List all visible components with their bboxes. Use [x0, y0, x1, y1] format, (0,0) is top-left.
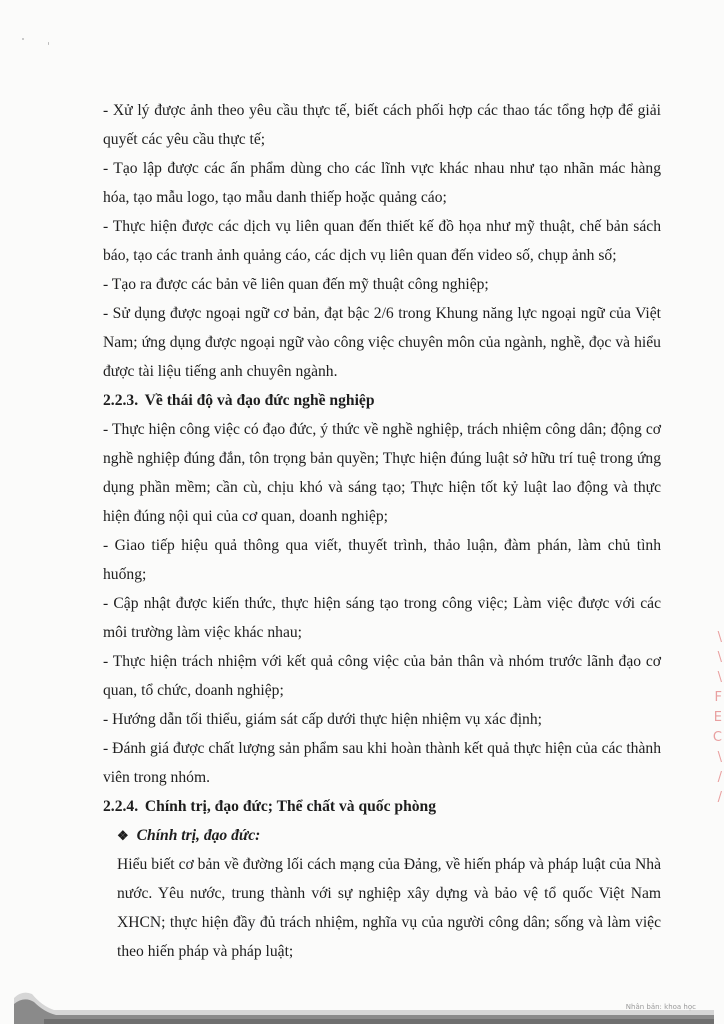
section-title: Về thái độ và đạo đức nghề nghiệp	[144, 392, 375, 409]
text-line: - Đánh giá được chất lượng sản phẩm sau khi hoàn thành kết quả thực hiện của các	[103, 740, 623, 757]
list-item	[103, 270, 661, 299]
stamp-mark: E	[713, 710, 722, 725]
attitude-list	[103, 415, 661, 792]
text-line: - Hướng dẫn tối thiểu, giám sát cấp dưới thực hiện nhiệm vụ xác định;	[103, 711, 542, 728]
section-heading-2-2-3	[103, 386, 661, 415]
text-line: Nhà nước. Yêu nước, trung thành với sự nghiệp xây dựng và bảo vệ tổ quốc Việt	[117, 856, 661, 902]
stamp-edge-marks	[704, 628, 722, 805]
politics-paragraph	[103, 850, 661, 966]
text-line: - Thực hiện công việc có đạo đức, ý thức về nghề nghiệp, trách nhiệm công dân; động	[103, 421, 642, 438]
stamp-mark: \	[717, 750, 722, 765]
text-line: thực hiện đúng nội qui của cơ quan, doanh nghiệp;	[103, 479, 661, 525]
text-line: môi trường làm việc khác nhau;	[103, 624, 303, 641]
section-number: 2.2.4.	[103, 798, 139, 815]
text-line: Nam; ứng dụng được ngoại ngữ vào công việc chuyên môn của ngành, nghề, đọc và	[103, 334, 631, 351]
list-item	[103, 154, 661, 212]
list-item	[103, 96, 661, 154]
section-title: Chính trị, đạo đức; Thể chất và quốc phòng	[144, 798, 437, 815]
diamond-bullet-icon: ❖	[117, 828, 129, 843]
text-line: báo, tạo các tranh ảnh quảng cáo, các dịch vụ liên quan đến video số, chụp ảnh số;	[103, 247, 617, 264]
text-line: cơ nghề nghiệp đúng đắn, tôn trọng bản quyền; Thực hiện đúng luật sở hữu trí tuệ trong	[103, 421, 661, 467]
text-line: - Xử lý được ảnh theo yêu cầu thực tế, biết cách phối hợp các thao tác tổng hợp để giải	[103, 102, 661, 119]
text-line: - Tạo ra được các bản vẽ liên quan đến mỹ thuật công nghiệp;	[103, 276, 489, 293]
section-number: 2.2.3.	[103, 392, 139, 409]
list-item	[103, 647, 661, 705]
subsection-title: Chính trị, đạo đức:	[136, 827, 261, 844]
text-line: - Sử dụng được ngoại ngữ cơ bản, đạt bậc 2/6 trong Khung năng lực ngoại ngữ của Việt	[103, 305, 661, 322]
text-line: Nam XHCN; thực hiện đầy đủ trách nhiệm, nghĩa vụ của người công dân; sống và	[117, 885, 661, 931]
stamp-mark: \	[717, 670, 722, 685]
text-line: - Tạo lập được các ấn phẩm dùng cho các lĩnh vực khác nhau như tạo nhãn mác hàng	[103, 160, 661, 177]
list-item	[103, 299, 661, 386]
list-item	[103, 734, 661, 792]
footer-decorative-band	[14, 984, 714, 1024]
subsection-heading	[103, 821, 661, 850]
text-line: - Thực hiện được các dịch vụ liên quan đến thiết kế đồ họa như mỹ thuật, chế bản sách	[103, 218, 661, 235]
text-line: hóa, tạo mẫu logo, tạo mẫu danh thiếp hoặc quảng cáo;	[103, 189, 447, 206]
footer-note: Nhân bản: khoa học	[625, 1003, 696, 1011]
text-line: huống;	[103, 566, 147, 583]
footer-band-dark	[44, 1019, 714, 1024]
list-item	[103, 212, 661, 270]
stamp-mark: \	[717, 650, 722, 665]
stamp-mark: C	[712, 730, 722, 745]
scan-speck	[22, 38, 24, 40]
text-line: - Cập nhật được kiến thức, thực hiện sáng tạo trong công việc; Làm việc được với các	[103, 595, 661, 612]
section-heading-2-2-4	[103, 792, 661, 821]
list-item	[103, 415, 661, 531]
stamp-mark: /	[717, 790, 722, 805]
stamp-mark: /	[717, 770, 722, 785]
text-line: Hiểu biết cơ bản về đường lối cách mạng của Đảng, về hiến pháp và pháp luật của	[117, 856, 632, 873]
list-item	[103, 589, 661, 647]
text-line: thành viên trong nhóm.	[103, 740, 661, 786]
text-line: quan, tổ chức, doanh nghiệp;	[103, 682, 284, 699]
list-item	[103, 531, 661, 589]
scan-speck	[48, 42, 49, 45]
text-line: - Giao tiếp hiệu quả thông qua viết, thuyết trình, thảo luận, đàm phán, làm chủ tình	[103, 537, 661, 554]
stamp-mark: F	[714, 690, 722, 705]
skills-list	[103, 96, 661, 386]
text-line: hiểu được tài liệu tiếng anh chuyên ngành.	[103, 334, 661, 380]
list-item	[103, 705, 661, 734]
text-line: làm việc theo hiến pháp và pháp luật;	[117, 914, 661, 960]
text-line: - Thực hiện trách nhiệm với kết quả công việc của bản thân và nhóm trước lãnh đạo cơ	[103, 653, 661, 670]
document-body	[103, 96, 661, 966]
stamp-mark: \	[717, 630, 722, 645]
text-line: ứng dụng phần mềm; cần cù, chịu khó và sáng tạo; Thực hiện tốt kỷ luật lao động và	[103, 450, 662, 496]
text-line: quyết các yêu cầu thực tế;	[103, 131, 266, 148]
